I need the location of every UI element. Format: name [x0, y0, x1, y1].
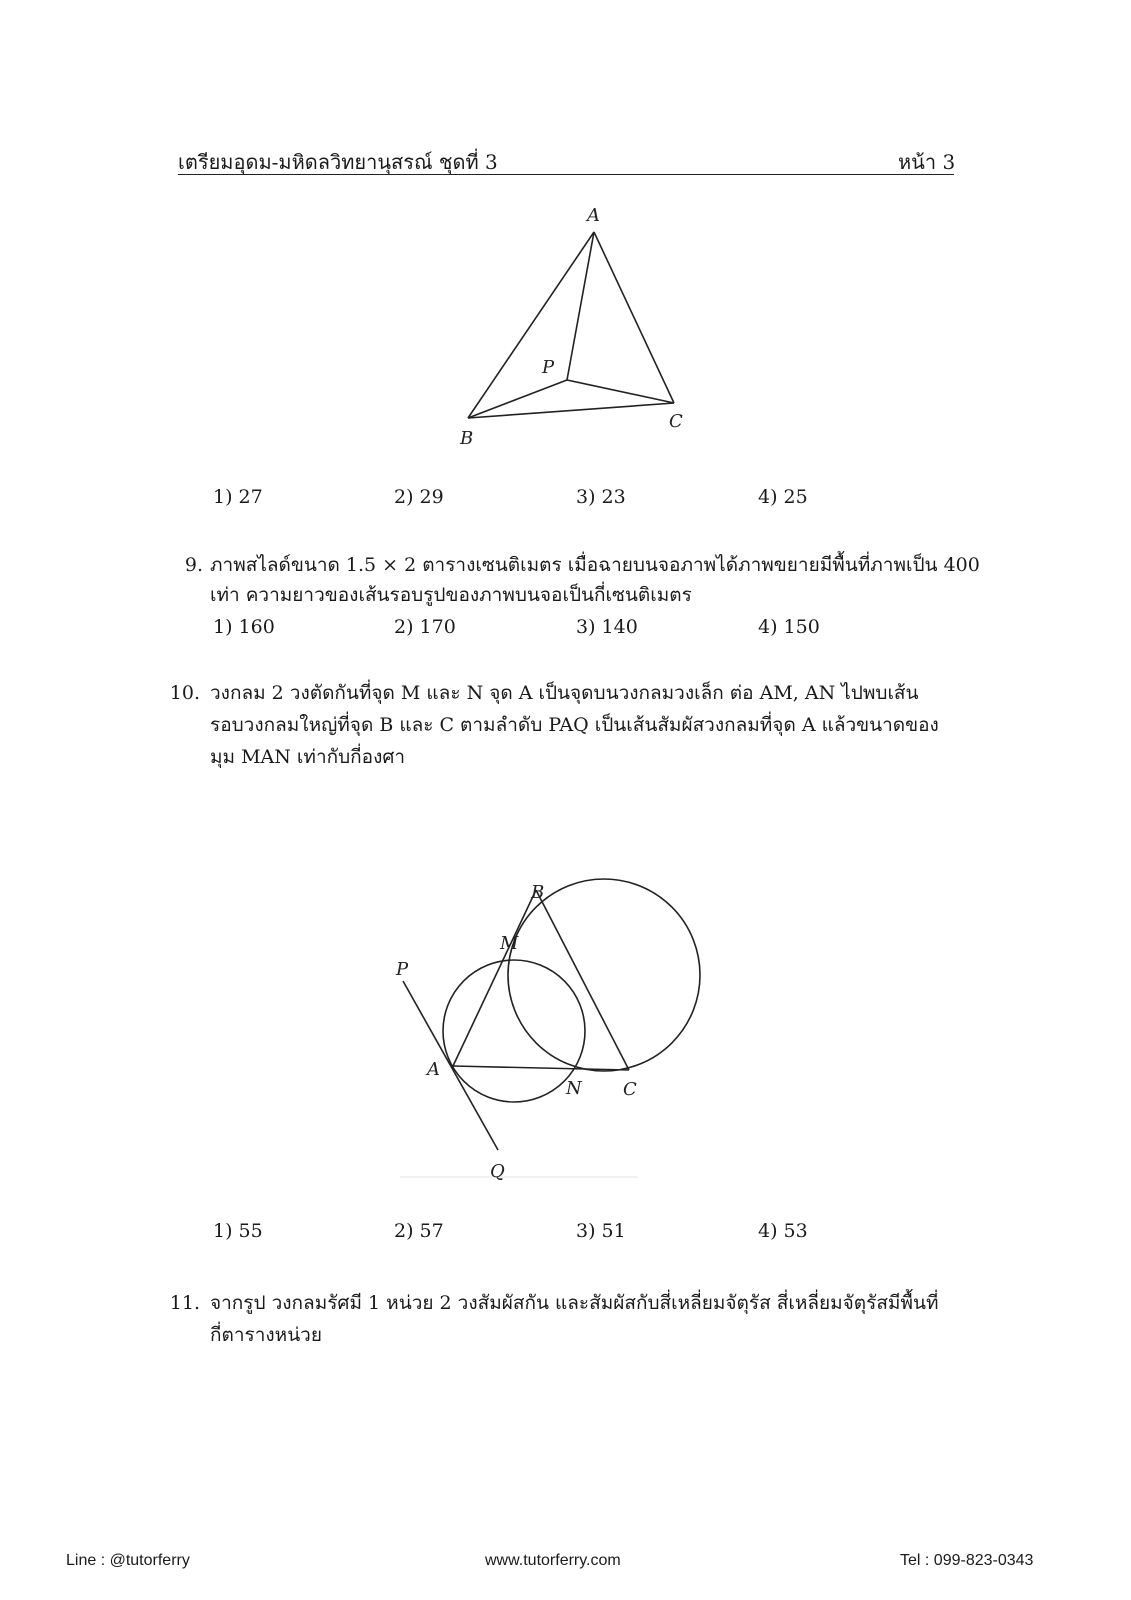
q9-number: 9. — [184, 554, 203, 576]
edge-ab — [468, 232, 594, 418]
q9-choice-1: 1) 160 — [213, 616, 275, 638]
q10-choice-3: 3) 51 — [576, 1220, 626, 1242]
q10-choice-4: 4) 53 — [758, 1220, 808, 1242]
label-b: B — [531, 882, 545, 903]
q8-choice-4: 4) 25 — [758, 486, 808, 508]
footer-phone: Tel : 099-823-0343 — [900, 1552, 1034, 1569]
q11-text-line2: กี่ตารางหน่วย — [210, 1324, 322, 1346]
q10-text-line1: วงกลม 2 วงตัดกันที่จุด M และ N จุด A เป็นจุดบนวงกลมวงเล็ก ต่อ AM, AN ไปพบเส้น — [210, 682, 919, 704]
q10-choice-2: 2) 57 — [394, 1220, 444, 1242]
q9-choice-3: 3) 140 — [576, 616, 638, 638]
q10-text-line3: มุม MAN เท่ากับกี่องศา — [210, 746, 406, 768]
label-c: C — [669, 411, 683, 432]
label-n: N — [566, 1078, 582, 1099]
edge-ac — [594, 232, 674, 403]
large-circle — [508, 879, 700, 1071]
label-p: P — [396, 959, 409, 980]
segment-pc — [567, 380, 674, 403]
q10-text-line2: รอบวงกลมใหญ่ที่จุด B และ C ตามลำดับ PAQ เป็นเส้นสัมผัสวงกลมที่จุด A แล้วขนาดของ — [210, 714, 939, 736]
label-a: A — [427, 1059, 440, 1080]
q8-choice-3: 3) 23 — [576, 486, 626, 508]
q9-choice-4: 4) 150 — [758, 616, 820, 638]
label-a: A — [587, 205, 600, 226]
segment-bc — [536, 890, 629, 1070]
label-m: M — [500, 933, 519, 954]
header-divider — [178, 174, 954, 175]
q9-text-line2: เท่า ความยาวของเส้นรอบรูปของภาพบนจอเป็นกี่เซนติเมตร — [210, 584, 692, 606]
q8-choice-1: 1) 27 — [213, 486, 263, 508]
page-number: หน้า 3 — [898, 150, 956, 174]
label-b: B — [460, 428, 474, 449]
q8-choice-2: 2) 29 — [394, 486, 444, 508]
label-q: Q — [490, 1161, 505, 1182]
small-circle — [443, 960, 585, 1102]
header-title: เตรียมอุดม-มหิดลวิทยานุสรณ์ ชุดที่ 3 — [178, 150, 498, 174]
q11-number: 11. — [169, 1292, 200, 1314]
segment-ab — [453, 890, 536, 1066]
segment-pa — [567, 232, 594, 380]
segment-ac — [453, 1066, 629, 1070]
circles-figure — [380, 865, 720, 1185]
footer-website-link[interactable]: www.tutorferry.com — [485, 1552, 621, 1569]
tangent-line-pq — [403, 981, 498, 1150]
footer-line-contact: Line : @tutorferry — [66, 1552, 190, 1569]
label-c: C — [623, 1079, 637, 1100]
q10-choice-1: 1) 55 — [213, 1220, 263, 1242]
q10-number: 10. — [169, 682, 200, 704]
q9-choice-2: 2) 170 — [394, 616, 456, 638]
triangle-figure — [440, 195, 720, 455]
q11-text-line1: จากรูป วงกลมรัศมี 1 หน่วย 2 วงสัมผัสกัน และสัมผัสกับสี่เหลี่ยมจัตุรัส สี่เหลี่ยมจัตุรัสมีพื้นที่ — [210, 1292, 939, 1314]
label-p: P — [542, 357, 555, 378]
q9-text-line1: ภาพสไลด์ขนาด 1.5 × 2 ตารางเซนติเมตร เมื่อฉายบนจอภาพได้ภาพขยายมีพื้นที่ภาพเป็น 400 — [210, 554, 980, 576]
edge-bc — [468, 403, 674, 418]
